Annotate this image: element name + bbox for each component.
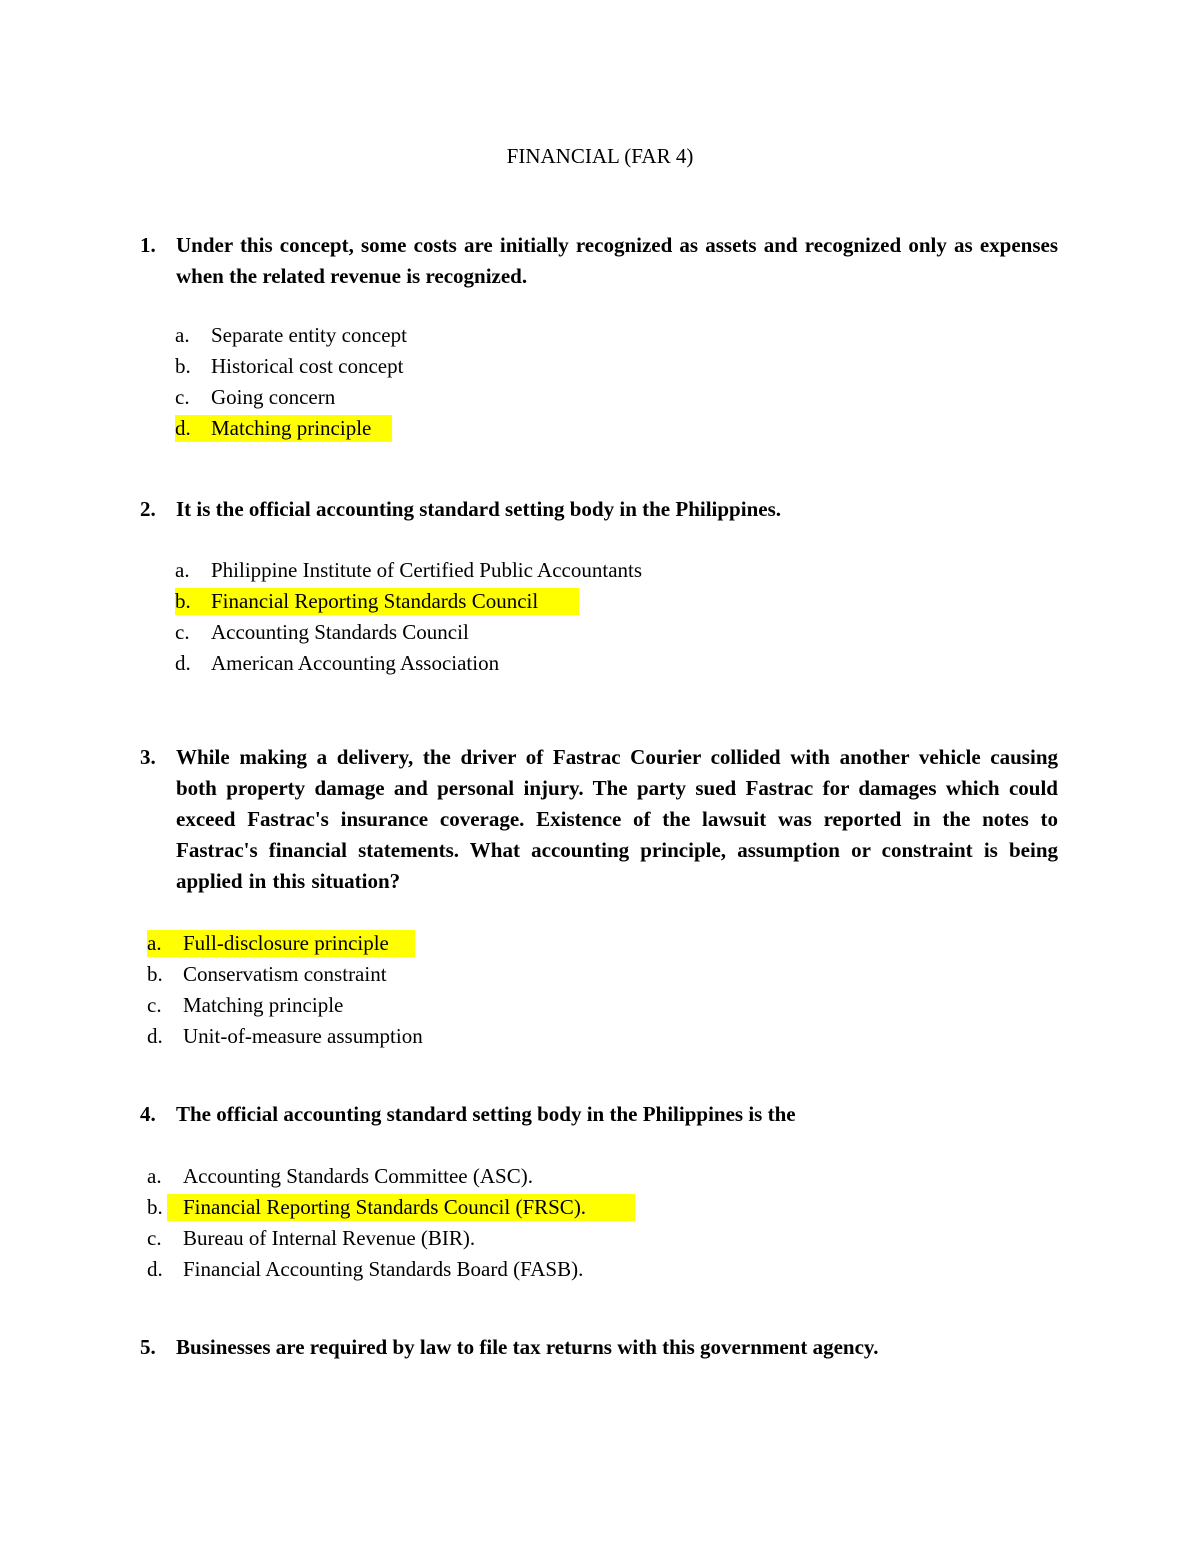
- question-number: 2.: [140, 497, 156, 521]
- option-text: Philippine Institute of Certified Public Accountants: [211, 558, 643, 582]
- option-letter: c.: [175, 620, 190, 644]
- option-text: Full-disclosure principle: [183, 931, 389, 955]
- option-text: Historical cost concept: [211, 354, 404, 378]
- question-text: The official accounting standard setting body in the Philippines is the: [176, 1102, 796, 1126]
- option-letter: d.: [147, 1257, 163, 1281]
- option-letter: a.: [175, 558, 190, 582]
- option-letter: c.: [175, 385, 190, 409]
- question-5: [140, 1332, 1058, 1363]
- question-number: 4.: [140, 1102, 156, 1126]
- document-title: FINANCIAL (FAR 4): [506, 144, 694, 168]
- option-letter: c.: [147, 993, 162, 1017]
- option-text: Going concern: [211, 385, 336, 409]
- option-letter: a.: [147, 931, 162, 955]
- question-3: [140, 742, 1058, 897]
- option-letter: b.: [175, 589, 191, 613]
- question-4: [140, 1099, 1058, 1130]
- question-1: [140, 230, 1058, 292]
- option-letter: d.: [175, 416, 191, 440]
- option-text: Unit-of-measure assumption: [183, 1024, 423, 1048]
- option-letter: a.: [147, 1164, 162, 1188]
- option-text: Financial Reporting Standards Council (FRSC).: [183, 1195, 587, 1219]
- question-number: 3.: [140, 745, 156, 769]
- option-letter: b.: [147, 1195, 163, 1219]
- option-text: Separate entity concept: [211, 323, 407, 347]
- option-text: Matching principle: [183, 993, 344, 1017]
- question-2: [140, 494, 1058, 525]
- question-number: 5.: [140, 1335, 156, 1359]
- option-text: Matching principle: [211, 416, 372, 440]
- option-letter: b.: [147, 962, 163, 986]
- option-text: Conservatism constraint: [183, 962, 387, 986]
- option-text: Financial Reporting Standards Council: [211, 589, 539, 613]
- option-text: Bureau of Internal Revenue (BIR).: [183, 1226, 476, 1250]
- option-text: Accounting Standards Council: [211, 620, 469, 644]
- question-text: While making a delivery, the driver of Fastrac Courier collided with another vehicle causing both property damage and personal injury. The party sued Fastrac for damages which could exceed Fastrac's insurance coverage. Existence of the lawsuit was reported in the notes to Fastrac's financial statements. What accounting principle, assumption or constraint is being applied in this situation?: [176, 745, 1058, 893]
- question-text: Under this concept, some costs are initially recognized as assets and recognized only as expenses when the related revenue is recognized.: [176, 233, 1058, 288]
- option-letter: c.: [147, 1226, 162, 1250]
- option-letter: a.: [175, 323, 190, 347]
- question-text: It is the official accounting standard setting body in the Philippines.: [176, 497, 781, 521]
- option-text: Financial Accounting Standards Board (FASB).: [183, 1257, 584, 1281]
- option-text: Accounting Standards Committee (ASC).: [183, 1164, 533, 1188]
- question-text: Businesses are required by law to file tax returns with this government agency.: [176, 1335, 879, 1359]
- question-number: 1.: [140, 233, 156, 257]
- option-text: American Accounting Association: [211, 651, 500, 675]
- option-letter: d.: [175, 651, 191, 675]
- option-letter: d.: [147, 1024, 163, 1048]
- option-letter: b.: [175, 354, 191, 378]
